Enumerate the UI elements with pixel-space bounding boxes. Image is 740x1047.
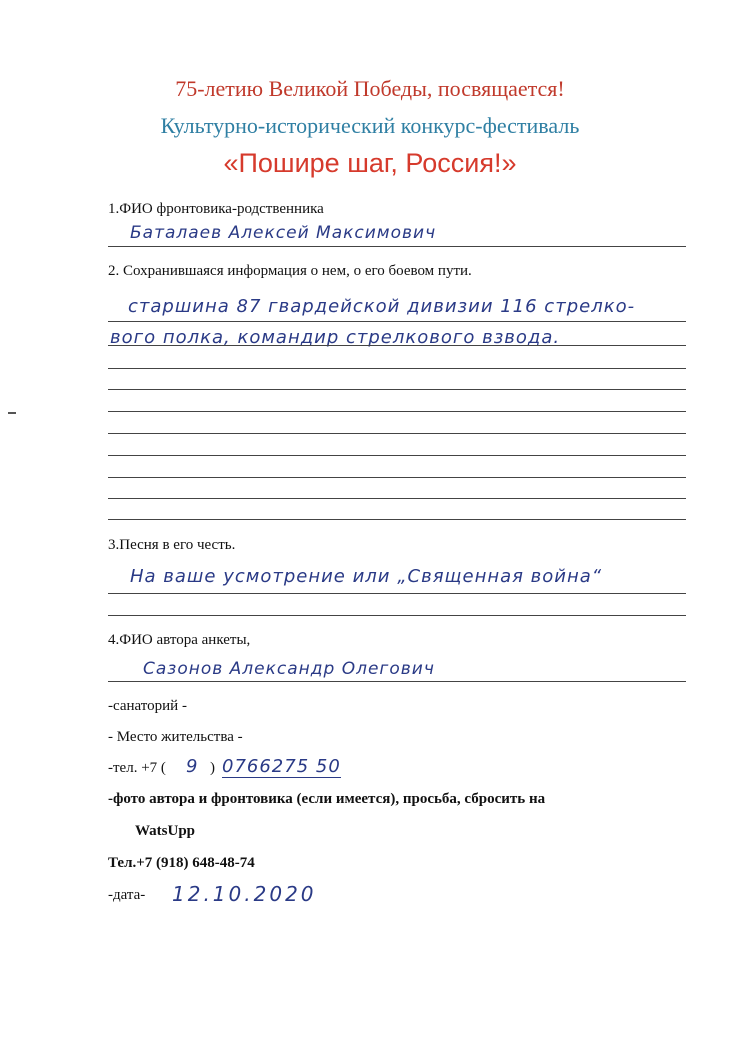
answer-line <box>108 368 686 369</box>
answer-line <box>108 455 686 456</box>
q4-label: 4.ФИО автора анкеты, <box>108 632 251 648</box>
phone-number: 0766275 50 <box>222 756 341 777</box>
q2-answer-line-2: вого полка, командир стрелкового взвода. <box>110 327 561 348</box>
answer-line <box>108 477 686 478</box>
q2-label: 2. Сохранившаяся информация о нем, о его боевом пути. <box>108 263 472 279</box>
q3-answer: На ваше усмотрение или „Священная война“ <box>130 566 603 587</box>
q1-answer: Баталаев Алексей Максимович <box>130 223 437 243</box>
q1-label: 1.ФИО фронтовика-родственника <box>108 201 324 217</box>
header-dedication: 75-летию Великой Победы, посвящается! <box>175 76 565 101</box>
answer-line <box>108 519 686 520</box>
answer-line <box>108 321 686 322</box>
residence-label: - Место жительства - <box>108 729 243 745</box>
answer-line <box>108 593 686 594</box>
date-value: 12.10.2020 <box>172 882 317 906</box>
answer-line <box>108 345 686 346</box>
answer-line <box>108 389 686 390</box>
answer-line <box>108 433 686 434</box>
answer-line <box>108 615 686 616</box>
header-festival-name: «Пошире шаг, Россия!» <box>223 148 517 178</box>
sanatorium-label: -санаторий - <box>108 698 187 714</box>
header-contest-title: Культурно-исторический конкурс-фестиваль <box>160 113 580 138</box>
phone-close: ) <box>210 760 215 776</box>
date-label: -дата- <box>108 887 146 903</box>
q4-answer: Сазонов Александр Олегович <box>143 659 435 679</box>
q2-answer-line-1: старшина 87 гвардейской дивизии 116 стрелко- <box>128 296 636 317</box>
answer-line <box>108 498 686 499</box>
photo-note: -фото автора и фронтовика (если имеется), просьба, сбросить на <box>108 791 546 807</box>
contact-phone: Тел.+7 (918) 648-48-74 <box>108 855 255 871</box>
phone-code: 9 <box>186 756 199 777</box>
q3-label: 3.Песня в его честь. <box>108 537 236 553</box>
watsupp-label: WatsUpp <box>135 823 196 839</box>
scan-mark <box>8 412 16 414</box>
answer-line <box>108 246 686 247</box>
phone-prefix: -тел. +7 ( <box>108 760 166 776</box>
answer-line <box>108 411 686 412</box>
answer-line <box>108 681 686 682</box>
